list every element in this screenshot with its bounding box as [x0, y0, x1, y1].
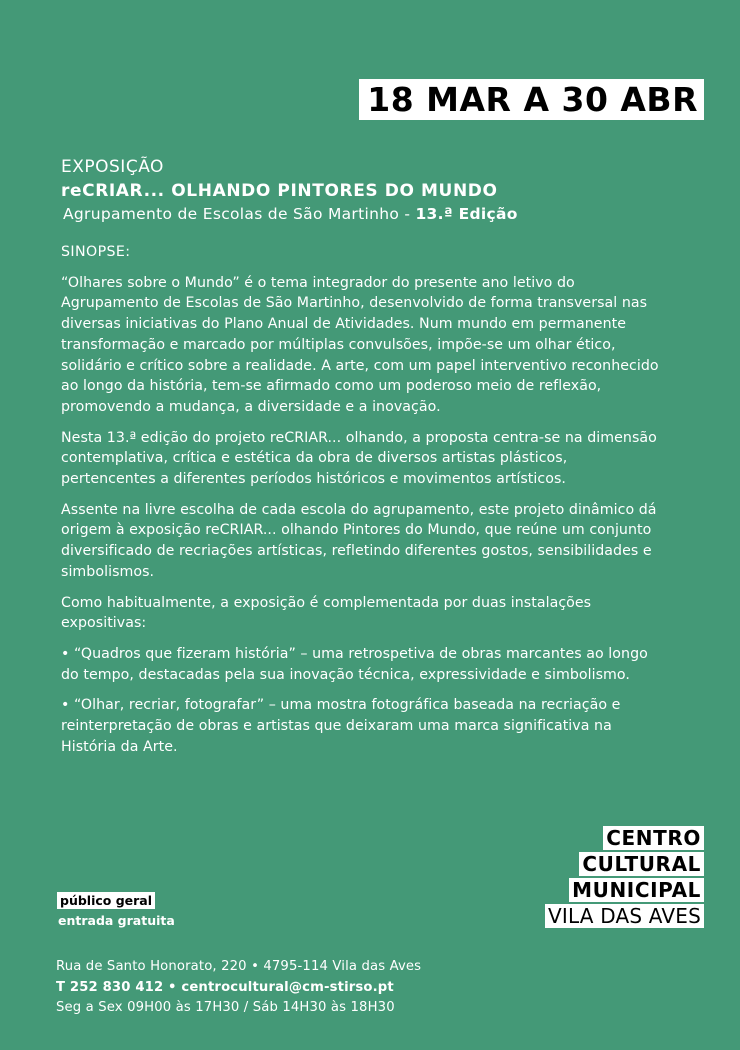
audience-badge: público geral [57, 892, 155, 909]
date-banner: 18 MAR A 30 ABR [359, 79, 704, 120]
synopsis-paragraph: Nesta 13.ª edição do projeto reCRIAR... olhando, a proposta centra-se na dimensão contemplativa, crítica e estética da obra de diversos artistas plásticos, pertencentes a diferentes períodos históricos e movimentos artísticos. [61, 429, 657, 488]
logo-line-centro: CENTRO [603, 826, 704, 850]
synopsis-paragraph: Assente na livre escolha de cada escola do agrupamento, este projeto dinâmico dá origem à exposição reCRIAR... olhando Pintores do Mundo, que reúne um conjunto diversificado de recriações artísticas, refletindo diferentes gostos, sensibilidades e simbolismos. [61, 501, 657, 580]
venue-logo [545, 826, 704, 930]
logo-line-location: VILA DAS AVES [545, 904, 704, 928]
venue-hours: Seg a Sex 09H00 às 17H30 / Sáb 14H30 às 18H30 [56, 1000, 395, 1015]
installation-bullet: • “Quadros que fizeram história” – uma retrospetiva de obras marcantes ao longo do tempo, destacadas pela sua inovação técnica, expressividade e simbolismo. [61, 645, 648, 683]
synopsis-label: SINOPSE: [61, 244, 131, 260]
venue-phone-email: T 252 830 412 • centrocultural@cm-stirso.pt [56, 979, 394, 995]
exhibition-header [61, 155, 701, 225]
exhibition-kind: EXPOSIÇÃO [61, 157, 164, 177]
exhibition-title: reCRIAR... OLHANDO PINTORES DO MUNDO [61, 181, 498, 201]
logo-line-municipal: MUNICIPAL [569, 878, 704, 902]
entry-info: entrada gratuita [58, 913, 175, 928]
exhibition-subtitle [61, 203, 701, 225]
venue-contact [56, 957, 421, 1019]
organizer-name: Agrupamento de Escolas de São Martinho - [63, 205, 416, 223]
audience-info [57, 892, 175, 930]
synopsis-section [61, 242, 661, 767]
synopsis-paragraph: “Olhares sobre o Mundo” é o tema integrador do presente ano letivo do Agrupamento de Escolas de São Martinho, desenvolvido de forma transversal nas diversas iniciativas do Plano Anual de Atividades. Num mundo em permanente transformação e marcado por múltiplas convulsões, impõe-se um olhar ético, solidário e crítico sobre a realidade. A arte, com um papel interventivo reconhecido ao longo da história, tem-se afirmado como um poderoso meio de reflexão, promovendo a mudança, a diversidade e a inovação. [61, 274, 659, 415]
edition-number: 13.ª Edição [415, 205, 518, 223]
venue-address: Rua de Santo Honorato, 220 • 4795-114 Vila das Aves [56, 959, 422, 974]
installation-bullet: • “Olhar, recriar, fotografar” – uma mostra fotográfica baseada na recriação e reinterpretação de obras e artistas que deixaram uma marca significativa na História da Arte. [61, 697, 621, 755]
logo-line-cultural: CULTURAL [579, 852, 704, 876]
synopsis-paragraph: Como habitualmente, a exposição é complementada por duas instalações expositivas: [61, 594, 592, 632]
